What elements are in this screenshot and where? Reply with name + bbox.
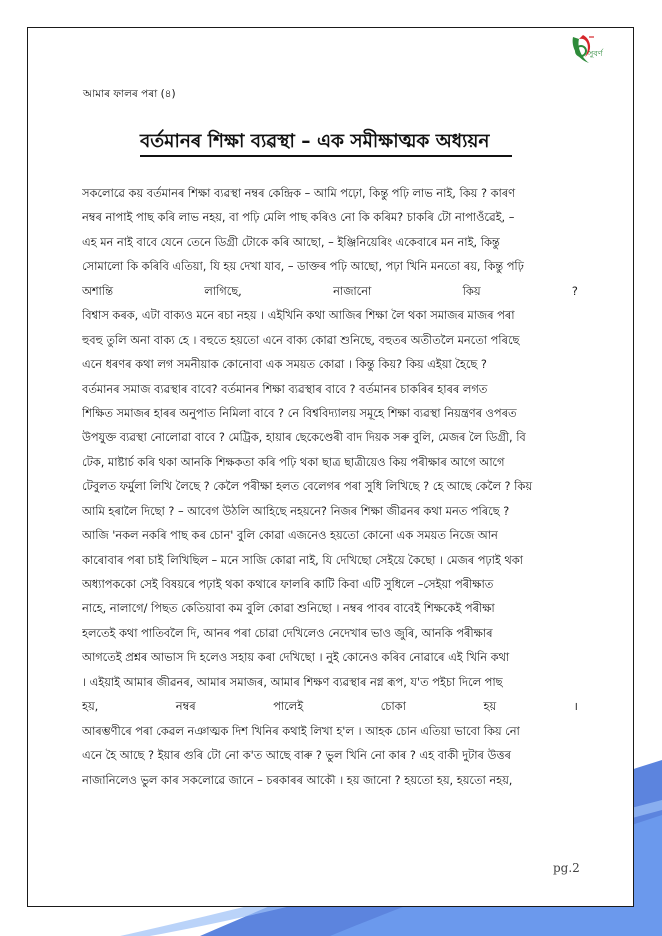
body-line: নাহে, নালাগে/ পিছত কেতিয়াবা কম বুলি কোৱা শুনিছো । নম্বৰ পাবৰ বাবেই শিক্ষকেই পৰীক্ষা — [82, 601, 495, 616]
body-line: বৰ্তমানৰ সমাজ ব্যৱস্থাৰ বাবে? বৰ্তমানৰ শিক্ষা ব্যৱস্থাৰ বাবে ? বৰ্তমানৰ চাকৰিৰ হাৰৰ লগত — [82, 381, 488, 396]
article-body — [82, 181, 582, 792]
body-line: টেবুলত ফৰ্মুলা লিখি লৈছে ? কেলৈ পৰীক্ষা হলত বেলেগৰ পৰা সুধি লিখিছে ? হে আছে কেলৈ ? কিয় — [82, 479, 533, 494]
word: নম্বৰ — [175, 699, 196, 714]
title-underline — [140, 155, 512, 157]
page-number: pg.2 — [553, 861, 580, 875]
word: নাজানো — [333, 283, 372, 298]
body-line-justified — [82, 694, 582, 718]
body-line: । এইয়াই আমাৰ জীৱনৰ, আমাৰ সমাজৰ, আমাৰ শিক্ষণ ব্যৱস্থাৰ নগ্ন ৰূপ, য'ত পইচা দিলে পাছ — [82, 674, 503, 689]
body-line: সকলোৱে কয় বৰ্তমানৰ শিক্ষা ব্যৱস্থা নম্বৰ কেন্দ্ৰিক – আমি পঢ়ো, কিন্তু পঢ়ি লাভ নাই, কিয় ? কাৰণ — [82, 186, 516, 200]
body-line: অধ্যাপককো সেই বিষয়ৰে পঢ়াই থকা কথাৰে ফালৰি কাটি কিবা এটি সুধিলে –সেইয়া পৰীক্ষাত — [82, 577, 494, 591]
word: চোকা — [380, 699, 406, 714]
body-line: টেক, মাষ্টাৰ্চ কৰি থকা আনকি শিক্ষকতা কৰি পঢ়ি থকা ছাত্ৰ ছাত্ৰীয়েও কিয় পৰীক্ষাৰ আগে আগে — [82, 454, 505, 469]
word: হয়, — [82, 699, 99, 714]
word: । — [573, 699, 578, 714]
body-line: উপযুক্ত ব্যৱস্থা নোলোৱা বাবে ? মেট্ৰিক, হায়াৰ ছেকেণ্ডেৰী বাদ দিয়ক সৰু বুলি, মেজৰ লৈ ডিগ্ৰী, বি — [82, 430, 526, 445]
body-line: এনে হৈ আছে ? ইয়াৰ গুৰি টো নো ক'ত আছে বাৰু ? ভুল খিনি নো কাৰ ? এহ বাকী দুটাৰ উত্তৰ — [82, 748, 511, 763]
word: কিয় — [462, 283, 481, 298]
body-line: কাৰোবাৰ পৰা চাই লিখিছিল – মনে সাজি কোৱা নাই, যি দেখিছো সেইয়ে কৈছো । মেজৰ পঢ়াই থকা — [82, 552, 523, 567]
body-line: এহ মন নাই বাবে যেনে তেনে ডিগ্ৰী টোকে কৰি আছো, – ইঞ্জিনিয়েৰিং একেবাৰে মন নাই, কিন্তু — [82, 234, 500, 249]
running-title: আমাৰ ফালৰ পৰা (৪) — [83, 88, 176, 100]
word: পালেই — [273, 699, 304, 714]
body-line: এনে ধৰণৰ কথা লগ সমনীয়াক কোনোবা এক সময়ত কোৱা । কিন্তু কিয়? কিয় এইয়া হৈছে ? — [82, 357, 487, 372]
word: অশান্তি — [82, 283, 113, 298]
body-line: নম্বৰ নাপাই পাছ কৰি লাভ নহয়, বা পঢ়ি মেলি পাছ কৰিও নো কি কৰিম? চাকৰি টো নাপাওঁৱেই, – — [82, 210, 515, 225]
body-line: হলতেই কথা পাতিবলৈ দি, আনৰ পৰা চোৱা দেখিলেও নেদেখাৰ ভাও জুৰি, আনকি পৰীক্ষাৰ — [82, 625, 493, 640]
body-line: আগতেই প্ৰশ্নৰ আভাস দি হলেও সহায় কৰা দেখিছো । নুই কোনেও কৰিব নোৱাৰে এই খিনি কথা — [82, 650, 510, 665]
body-line: আৰম্ভণীৰে পৰা কেৱল নঞাত্মক দিশ খিনিৰ কথাই লিখা হ'ল । আহক চোন এতিয়া ভাবো কিয় নো — [82, 723, 520, 738]
body-line: নাজানিলেও ভুল কাৰ সকলোৱে জানে – চৰকাৰৰ আকৌ । হয় জানো ? হয়তো হয়, হয়তো নহয়, — [82, 772, 513, 787]
body-line: আমি হৰালৈ দিছো ? – আবেগ উঠলি আহিছে নহয়নে? নিজৰ শিক্ষা জীৱনৰ কথা মনত পৰিছে ? — [82, 503, 510, 518]
body-line: হুবহু তুলি অনা বাক্য হে । বহুতে হয়তো এনে বাক্য কোৱা শুনিছে, বহুতৰ অতীতলৈ মনতো পৰিছে — [82, 332, 520, 347]
article-title: বৰ্তমানৰ শিক্ষা ব্যৱস্থা – এক সমীক্ষাত্মক অধ্যয়ন — [140, 131, 490, 152]
body-line: বিশ্বাস কৰক, এটা বাক্যও মনে ৰচা নহয় । এইখিনি কথা আজিৰ শিক্ষা লৈ থকা সমাজৰ মাজৰ পৰা — [82, 308, 515, 323]
body-line-justified — [82, 279, 582, 303]
word: ? — [571, 283, 578, 298]
body-line: শিক্ষিত সমাজৰ হাৰৰ অনুপাত নিমিলা বাবে ? নে বিশ্ববিদ্যালয় সমূহে শিক্ষা ব্যৱস্থা নিয়ন্ত্ৰণৰ ওপৰত — [82, 405, 517, 420]
word: লাগিছে, — [204, 283, 242, 298]
body-line: আজি 'নকল নকৰি পাছ কৰ চোন' বুলি কোৱা এজনেও হয়তো কোনো এক সময়ত নিজে আন — [82, 528, 498, 543]
body-line: সোমালো কি কৰিবি এতিয়া, যি হয় দেখা যাব, – ডাক্তৰ পঢ়ি আছো, পঢ়া খিনি মনতো ৰয়, কিন্তু পঢ়ি — [82, 259, 524, 274]
logo-text: সুবৰ্ণ — [588, 49, 603, 58]
word: হয় — [483, 699, 497, 714]
